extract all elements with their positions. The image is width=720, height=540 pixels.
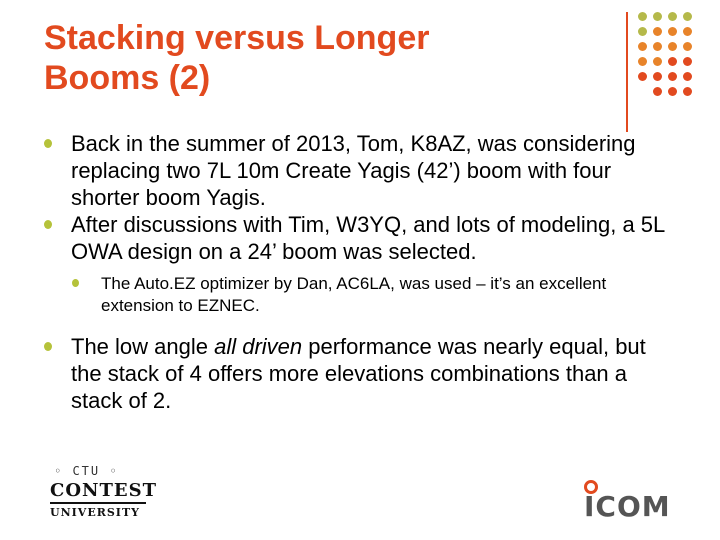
bullet-marker-icon [44,139,52,148]
decorative-dot [638,42,647,51]
bullet-text-emphasis: all driven [214,334,303,359]
bullet-text-before: The low angle [71,334,215,359]
sub-bullet-marker-icon [72,279,79,287]
decorative-dot [653,12,662,21]
decorative-dot [653,72,662,81]
decorative-dot [638,27,647,36]
cu-logo-university-text: UNIVERSITY [50,506,140,519]
bullet-item [44,211,674,265]
sub-bullet-text: The Auto.EZ optimizer by Dan, AC6LA, was used – it’s an excellent extension to EZNEC. [101,274,607,315]
bullet-text: After discussions with Tim, W3YQ, and lots of modeling, a 5L OWA design on a 24’ boom was selected. [71,212,665,264]
title-line-2: Booms (2) [44,59,211,97]
icom-logo-text: ICOM [584,490,671,523]
decorative-dot [668,72,677,81]
cu-logo-rule [50,502,146,504]
sub-bullet-item [44,273,674,317]
decorative-dot-grid [638,12,696,112]
decorative-divider-line [626,12,628,132]
decorative-dot [683,87,692,96]
decorative-dot [638,12,647,21]
decorative-dot [668,57,677,66]
decorative-dot [668,27,677,36]
decorative-dot [653,42,662,51]
decorative-dot [683,12,692,21]
bullet-text-after: performance was nearly equal, but the stack of 4 offers more elevations combinations than a stack of 2. [71,334,646,413]
cu-logo-contest-text: CONTEST [50,480,157,501]
cu-logo-top-text: ◦ CTU ◦ [54,464,119,478]
decorative-dot [668,87,677,96]
decorative-dot [683,72,692,81]
decorative-dot [683,27,692,36]
decorative-dot [668,12,677,21]
bullet-text: Back in the summer of 2013, Tom, K8AZ, was considering replacing two 7L 10m Create Yagis (42’) boom with four shorter boom Yagis. [71,131,636,210]
decorative-dot [638,72,647,81]
decorative-dot [653,57,662,66]
decorative-dot [683,57,692,66]
title-line-1: Stacking versus Longer [44,19,430,57]
decorative-dot [683,42,692,51]
bullet-marker-icon [44,220,52,229]
decorative-dot [653,87,662,96]
decorative-dot [638,57,647,66]
contest-university-logo [50,464,160,520]
slide-body [44,130,674,414]
decorative-dot [653,27,662,36]
bullet-marker-icon [44,342,52,351]
slide-title [44,18,604,98]
icom-logo [584,478,674,522]
bullet-item [44,333,674,414]
bullet-item [44,130,674,211]
decorative-dot [668,42,677,51]
